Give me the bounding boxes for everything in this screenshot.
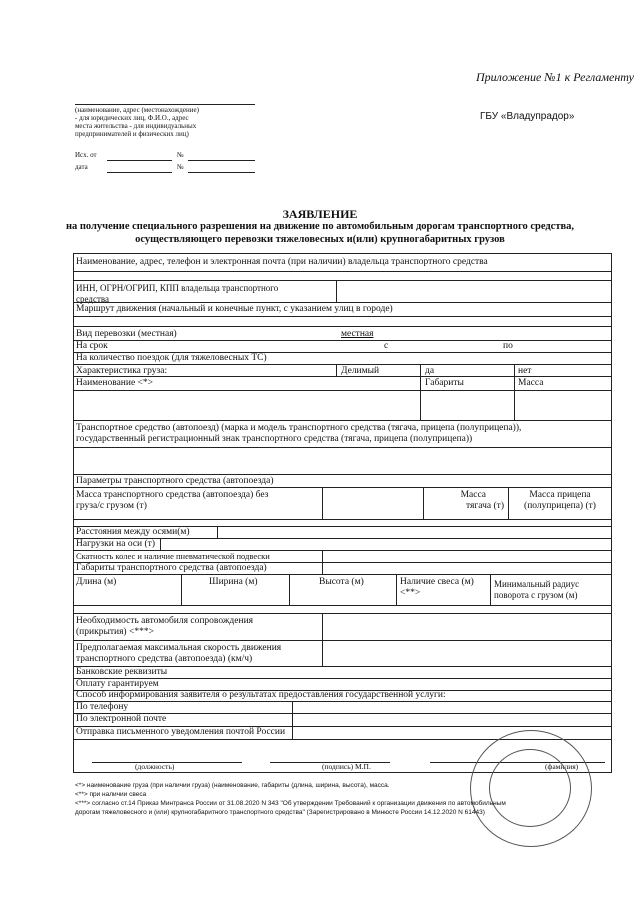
- height-label: Высота (м): [319, 577, 364, 587]
- inform-label: Способ информирования заявителя о результатах предоставления государственной услуги:: [76, 690, 446, 700]
- outgoing-label: Исх. от: [75, 151, 97, 159]
- radius-label: Минимальный радиус поворота с грузом (м): [494, 579, 580, 600]
- inn-input[interactable]: [337, 281, 609, 301]
- divisible-yes[interactable]: да: [425, 366, 435, 376]
- document-subtitle-1: на получение специального разрешения на движение по автомобильным дорогам транспортного средства,: [65, 221, 575, 232]
- inform-email[interactable]: По электронной почте: [76, 714, 167, 724]
- sign-position: (должность): [135, 762, 175, 771]
- transport-type-value[interactable]: местная: [341, 329, 374, 339]
- date-label: дата: [75, 163, 88, 171]
- inform-phone[interactable]: По телефону: [76, 702, 129, 712]
- document-subtitle-2: осуществляющего перевозки тяжеловесных и(или) крупногабаритных грузов: [135, 234, 505, 245]
- bank-label: Банковские реквизиты: [76, 667, 168, 677]
- vehicle-label: Транспортное средство (автопоезд) (марка и модель транспортного средства (тягача, прицепа (полуприцепа)), государственный регистрационный знак транспортного средства (тягача, прицепа (полуприцепа)): [76, 423, 522, 444]
- tractor-mass-label: Масса тягача (т): [460, 490, 504, 511]
- sign-surname: (фамилия): [545, 762, 579, 771]
- gabarits-label: Габариты транспортного средства (автопоезда): [76, 563, 267, 573]
- sign-signature: (подпись) М.П.: [322, 762, 371, 771]
- inform-mail[interactable]: Отправка письменного уведомления почтой России: [76, 727, 286, 737]
- inn-label: ИНН, ОГРН/ОГРИП, КПП владельца транспортного средства: [76, 283, 279, 304]
- width-label: Ширина (м): [209, 577, 258, 587]
- date-num-line[interactable]: [188, 172, 255, 173]
- term-from-label: с: [384, 341, 389, 351]
- footnotes: <*> наименование груза (при наличии груза) (наименование, габариты (длина, ширина, высота), масса. <**> при наличии свеса <***> согласно ст.14 Приказ Минтранса России от 31.08.2020 N 343 "Об утверждении Требований к организации движения по автомобильным дорогам тяжеловесного и (или) крупногабаритного транспортного средства" (Зарегистрировано в Минюсте России 14.12.2020 N 61443): [75, 782, 506, 816]
- divisible-label: Делимый: [341, 366, 380, 376]
- axles-label: Расстояния между осями(м): [76, 527, 190, 537]
- term-to-label: по: [503, 341, 513, 351]
- vehicle-mass-label: Масса транспортного средства (автопоезда) без груза/с грузом (т): [76, 490, 269, 511]
- applicant-line: [75, 104, 255, 105]
- date-num-label: №: [177, 163, 184, 171]
- document-title: ЗАЯВЛЕНИЕ: [282, 207, 358, 221]
- addressee: ГБУ «Владупрадор»: [480, 111, 575, 122]
- guarantee-label: Оплату гарантируем: [76, 679, 159, 689]
- outgoing-num-line[interactable]: [188, 160, 255, 161]
- term-label: На срок: [76, 341, 108, 351]
- cargo-label: Характеристика груза:: [76, 366, 168, 376]
- trailer-mass-label: Масса прицепа (полуприцепа) (т): [524, 490, 596, 511]
- cargo-mass-label: Масса: [518, 378, 544, 388]
- applicant-note: (наименование, адрес (местонахождение) - для юридических лиц, Ф.И.О., адрес места жительства - для индивидуальных предпринимателей и физических лиц): [75, 106, 199, 138]
- outgoing-date-line[interactable]: [107, 160, 172, 161]
- speed-label: Предполагаемая максимальная скорость движения транспортного средства (автопоезда) (км/ч): [76, 643, 282, 664]
- params-label: Параметры транспортного средства (автопоезда): [76, 476, 274, 486]
- cargo-dims-label: Габариты: [425, 378, 464, 388]
- route-label: Маршрут движения (начальный и конечные пункт, с указанием улиц в городе): [76, 304, 393, 314]
- axle-load-label: Нагрузки на оси (т): [76, 539, 155, 549]
- trips-label: На количество поездок (для тяжеловесных ТС): [76, 353, 267, 363]
- escort-label: Необходимость автомобиля сопровождения (прикрытия) <***>: [76, 616, 254, 637]
- appendix-label: Приложение №1 к Регламенту: [475, 70, 634, 84]
- outgoing-num-label: №: [177, 151, 184, 159]
- owner-label: Наименование, адрес, телефон и электронная почта (при наличии) владельца транспортного средства: [76, 257, 488, 267]
- wheels-label: Скатность колес и наличие пневматической подвески: [76, 551, 270, 561]
- date-line[interactable]: [107, 172, 172, 173]
- transport-type-label: Вид перевозки (местная): [76, 329, 177, 339]
- overhang-label: Наличие свеса (м) <**>: [400, 577, 474, 598]
- cargo-name-label: Наименование <*>: [76, 378, 154, 388]
- length-label: Длина (м): [76, 577, 117, 587]
- divisible-no[interactable]: нет: [518, 366, 532, 376]
